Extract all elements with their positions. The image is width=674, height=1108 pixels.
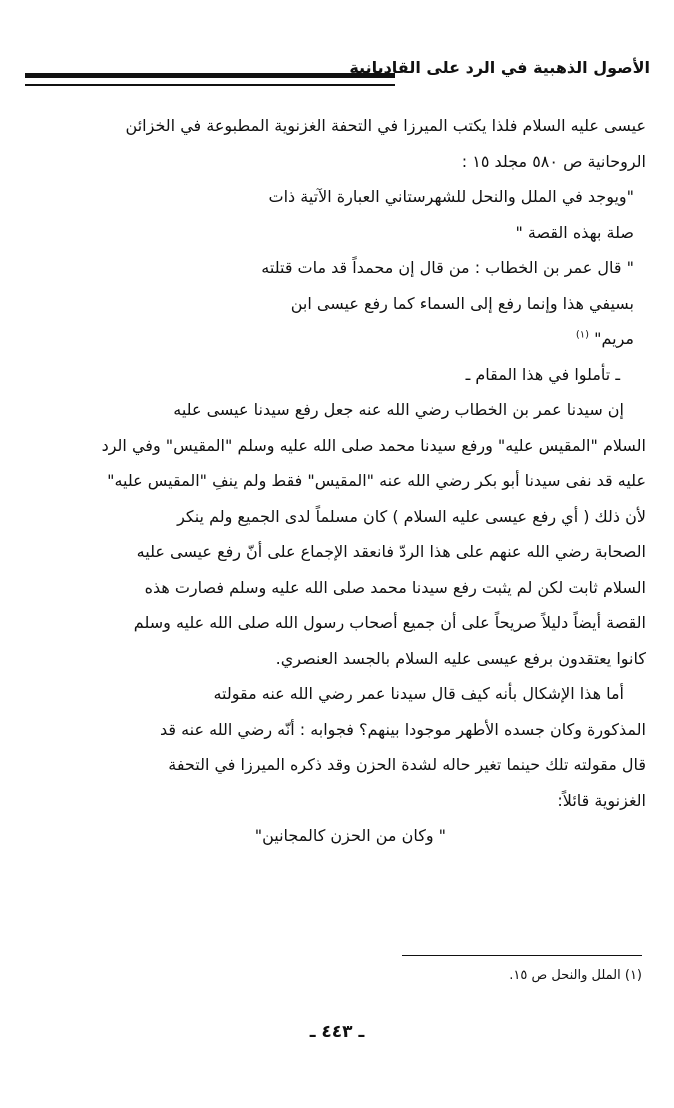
paragraph-start-line: أما هذا الإشكال بأنه كيف قال سيدنا عمر رضي الله عنه مقولته [213,684,624,703]
text-line: السلام "المقيس عليه" ورفع سيدنا محمد صلى الله عليه وسلم "المقيس" وفي الرد [101,435,646,455]
quote-line: بسيفي هذا وإنما رفع إلى السماء كما رفع عيسى ابن [290,293,634,313]
quote-end-text: مريم" [594,329,634,348]
running-header-title: الأصول الذهبية في الرد على القاديانية [349,58,650,77]
text-line: المذكورة وكان جسده الأطهر موجودا بينهم؟ فجوابه : أنّه رضي الله عنه قد [159,719,646,739]
quote-line: " وكان من الحزن كالمجانين" [254,826,446,845]
header-rule-thin [25,84,395,86]
header-rule-thick [25,73,395,78]
text-line: قال مقولته تلك حينما تغير حاله لشدة الحزن وقد ذكره الميرزا في التحفة [168,755,646,774]
footnote-separator [402,955,642,956]
text-line: عليه قد نفى سيدنا أبو بكر رضي الله عنه "المقيس" فقط ولم ينفِ "المقيس عليه" [107,471,646,490]
main-text [26,108,646,854]
paragraph-start-line: إن سيدنا عمر بن الخطاب رضي الله عنه جعل رفع سيدنا عيسى عليه [173,400,624,419]
footnote-text: (١) الملل والنحل ص ١٥. [509,968,642,983]
text-line: لأن ذلك ( أي رفع عيسى عليه السلام ) كان مسلماً لدى الجميع ولم ينكر [177,506,646,526]
text-line: السلام ثابت لكن لم يثبت رفع سيدنا محمد صلى الله عليه وسلم فصارت هذه [144,577,646,597]
text-line: كانوا يعتقدون برفع عيسى عليه السلام بالجسد العنصري. [275,648,646,668]
text-line: القصة أيضاً دليلاً صريحاً على أن جميع أصحاب رسول الله صلى الله عليه وسلم [133,613,646,632]
footnote-reference: (١) [575,329,590,341]
text-line: الصحابة رضي الله عنهم على هذا الردّ فانعقد الإجماع على أنّ رفع عيسى عليه [136,542,646,561]
quote-line-last [26,321,646,357]
subheading-line: ـ تأملوا في هذا المقام ـ [465,364,620,384]
text-line: عيسى عليه السلام فلذا يكتب الميرزا في التحفة الغزنوية المطبوعة في الخزائن [125,116,646,135]
page-number: ـ ٤٤٣ ـ [309,1022,365,1042]
quote-line: "ويوجد في الملل والنحل للشهرستاني العبارة الآتية ذات [268,187,634,206]
quote-line: صلة بهذه القصة " [515,222,634,242]
quote-line: " قال عمر بن الخطاب : من قال إن محمداً قد مات قتلته [261,258,634,277]
text-line: الروحانية ص ٥٨٠ مجلد ١٥ : [461,151,646,171]
text-line: الغزنوية قائلاً: [557,790,646,810]
